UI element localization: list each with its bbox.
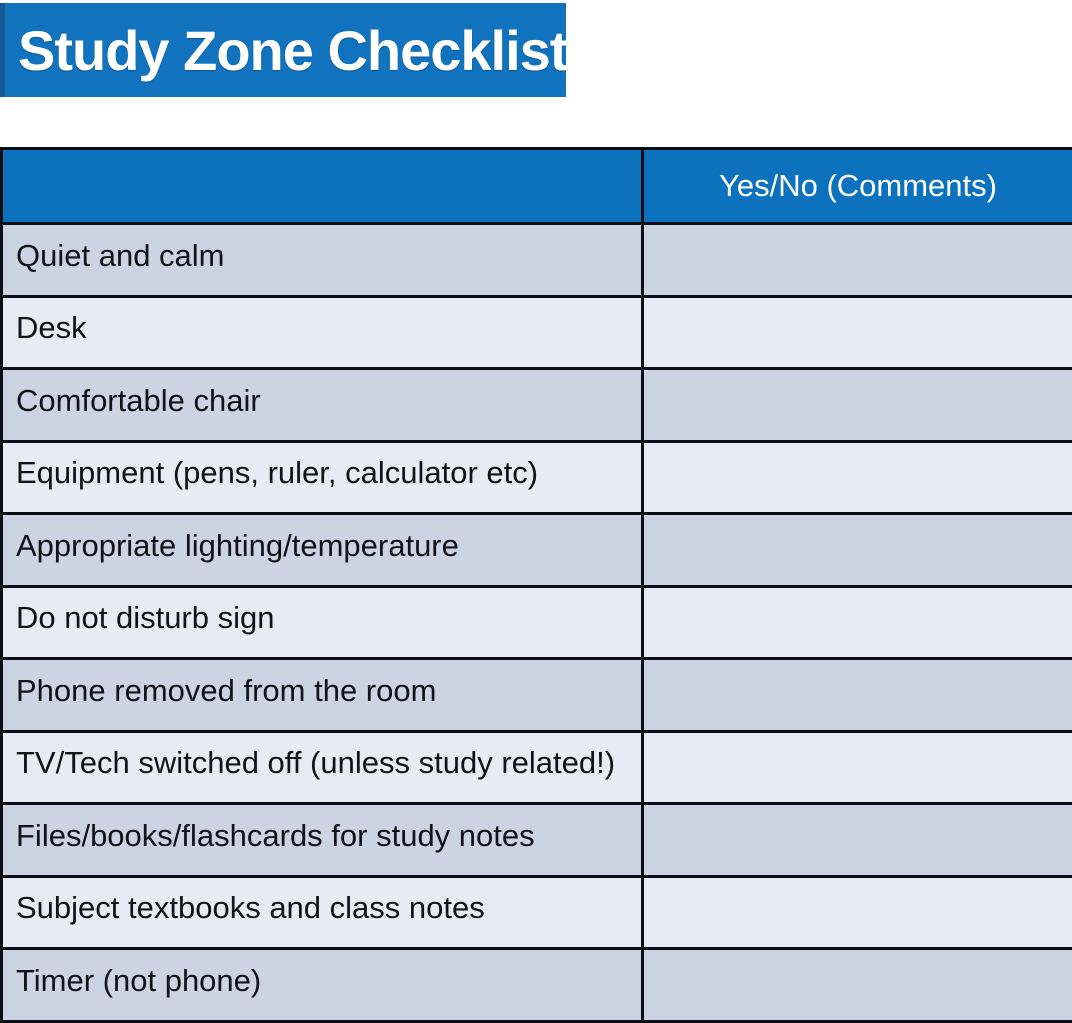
table-row — [2, 514, 1072, 587]
comments-cell[interactable] — [643, 659, 1072, 732]
table-body — [2, 224, 1072, 1022]
comments-cell[interactable] — [643, 586, 1072, 659]
table-row — [2, 296, 1072, 369]
checklist-item-label: Phone removed from the room — [2, 659, 643, 732]
comments-cell[interactable] — [643, 224, 1072, 297]
comments-column-header: Yes/No (Comments) — [643, 149, 1072, 224]
checklist-item-label: TV/Tech switched off (unless study related!) — [2, 731, 643, 804]
table-row — [2, 949, 1072, 1022]
comments-cell[interactable] — [643, 296, 1072, 369]
checklist-item-label: Equipment (pens, ruler, calculator etc) — [2, 441, 643, 514]
comments-cell[interactable] — [643, 949, 1072, 1022]
comments-cell[interactable] — [643, 514, 1072, 587]
table-row — [2, 804, 1072, 877]
table-row — [2, 441, 1072, 514]
checklist-item-label: Files/books/flashcards for study notes — [2, 804, 643, 877]
checklist-item-label: Appropriate lighting/temperature — [2, 514, 643, 587]
table-row — [2, 369, 1072, 442]
checklist-item-label: Desk — [2, 296, 643, 369]
table-row — [2, 224, 1072, 297]
comments-cell[interactable] — [643, 441, 1072, 514]
table-header-row — [2, 149, 1072, 224]
comments-cell[interactable] — [643, 876, 1072, 949]
table-row — [2, 731, 1072, 804]
checklist-item-label: Do not disturb sign — [2, 586, 643, 659]
comments-cell[interactable] — [643, 804, 1072, 877]
page-title: Study Zone Checklist — [5, 18, 567, 83]
checklist-item-label: Timer (not phone) — [2, 949, 643, 1022]
table-row — [2, 876, 1072, 949]
title-banner — [0, 3, 566, 97]
table-row — [2, 659, 1072, 732]
checklist-table — [0, 147, 1072, 1023]
comments-cell[interactable] — [643, 731, 1072, 804]
checklist-item-label: Comfortable chair — [2, 369, 643, 442]
item-column-header — [2, 149, 643, 224]
checklist-item-label: Quiet and calm — [2, 224, 643, 297]
comments-cell[interactable] — [643, 369, 1072, 442]
checklist-item-label: Subject textbooks and class notes — [2, 876, 643, 949]
table-row — [2, 586, 1072, 659]
